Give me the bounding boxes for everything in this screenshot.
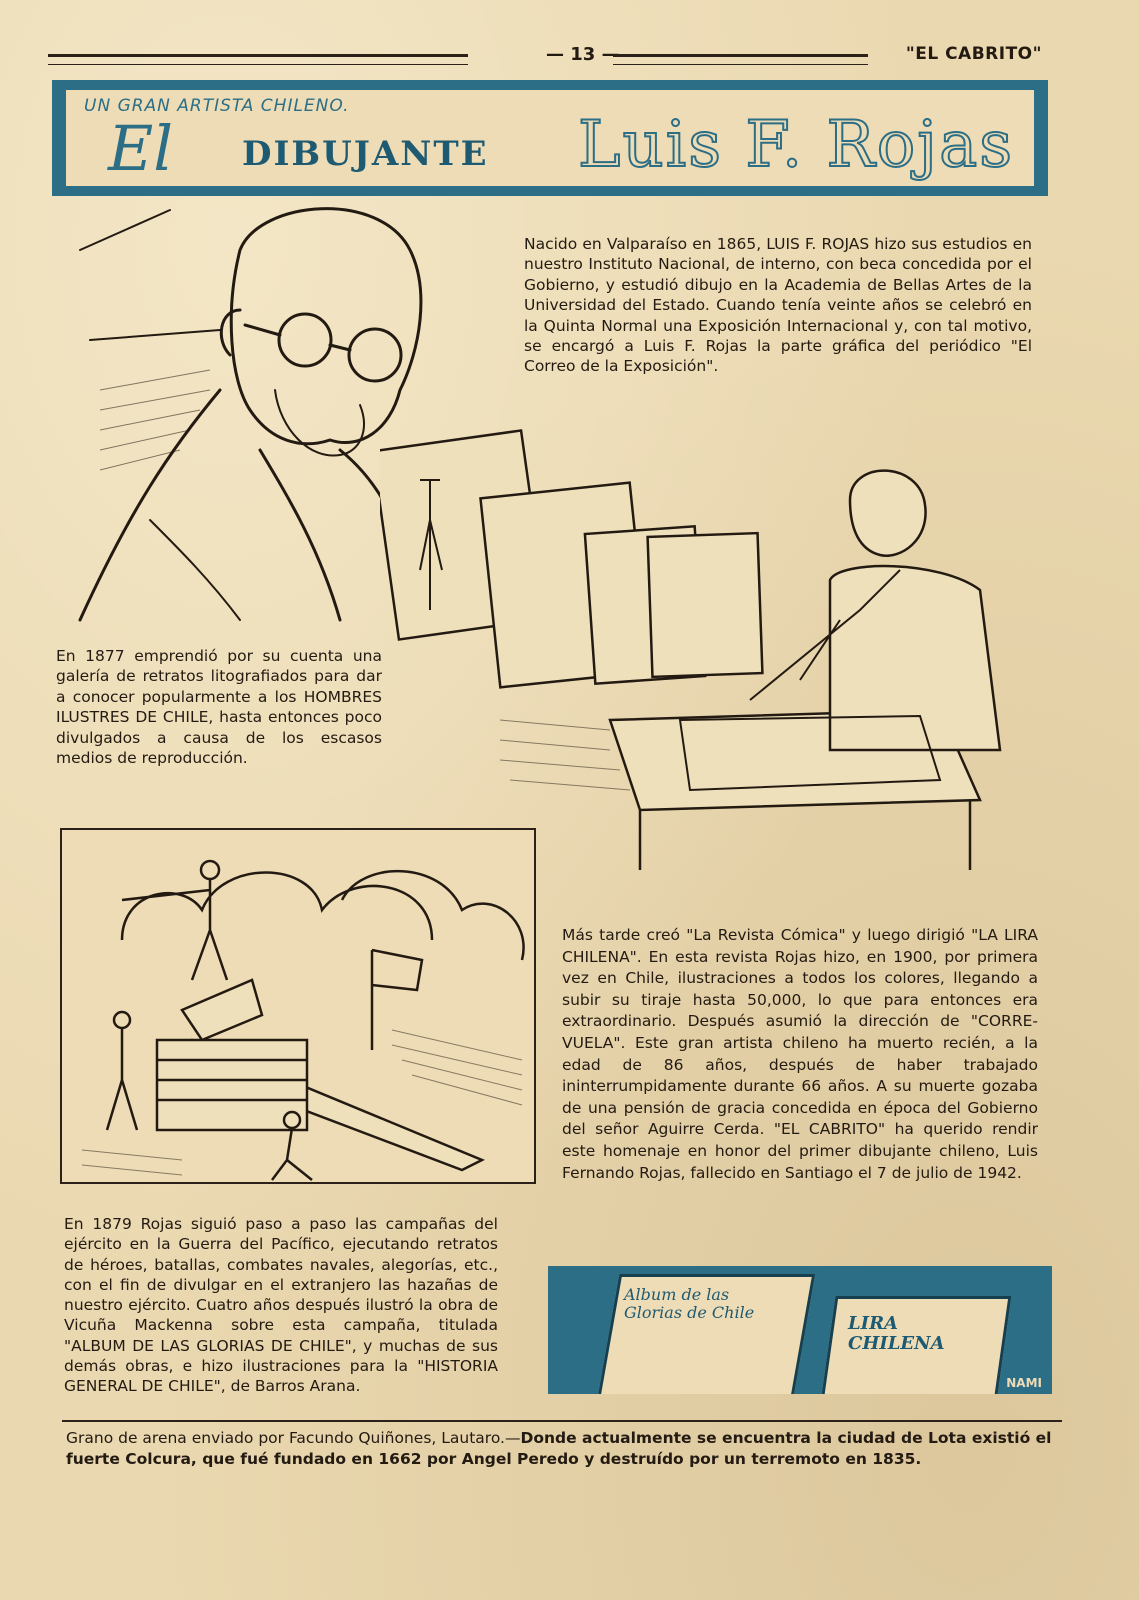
title-article: El <box>108 112 174 185</box>
title-name: Luis F. Rojas <box>578 108 1015 182</box>
header-rule-right <box>613 54 868 65</box>
title-banner-inner <box>66 90 1034 186</box>
footnote-lead: Grano de arena enviado por Facundo Quiñones, Lautaro.— <box>66 1429 521 1447</box>
album-book-title: Album de las Glorias de Chile <box>624 1285 755 1322</box>
paragraph-1879: En 1879 Rojas siguió paso a paso las campañas del ejército en la Guerra del Pacífico, ejecutando retratos de héroes, batallas, combates navales, alegorías, etc., con el fin de divulgar en el extranjero las hazañas de nuestro ejército. Cuatro años después ilustró la obra de Vicuña Mackenna sobre esta campaña, titulada "ALBUM DE LAS GLORIAS DE CHILE", y muchas de sus demás obras, e hizo ilustraciones para la "HISTORIA GENERAL DE CHILE", de Barros Arana. <box>64 1215 498 1396</box>
title-dibujante: DIBUJANTE <box>242 134 489 174</box>
footnote <box>66 1428 1056 1470</box>
books-panel <box>548 1266 1052 1394</box>
page-number: — 13 — <box>546 44 620 65</box>
banner-kicker: UN GRAN ARTISTA CHILENO. <box>84 96 350 116</box>
intro-paragraph: Nacido en Valparaíso en 1865, LUIS F. ROJAS hizo sus estudios en nuestro Instituto Nacional, de interno, con beca concedida por el Gobierno, y estudió dibujo en la Academia de Bellas Artes de la Universidad del Estado. Cuando tenía veinte años se celebró en la Quinta Normal una Exposición Internacional y, con tal motivo, se encargó a Luis F. Rojas la parte gráfica del periódico "El Correo de la Exposición". <box>524 235 1032 376</box>
running-header <box>48 44 1048 74</box>
paragraph-later-career: Más tarde creó "La Revista Cómica" y luego dirigió "LA LIRA CHILENA". En esta revista Rojas hizo, en 1900, por primera vez en Chile, ilustraciones a todos los colores, llegando a subir su tiraje hasta 50,000, lo que para entonces era extraordinario. Después asumió la dirección de "CORRE-VUELA". Este gran artista chileno ha muerto recién, a la edad de 86 años, después de haber trabajado ininterrumpidamente durante 66 años. A su muerte gozaba de una pensión de gracia concedida en época del Gobierno del señor Aguirre Cerda. "EL CABRITO" ha querido rendir este homenaje en honor del primer dibujante chileno, Luis Fernando Rojas, fallecido en Santiago el 7 de julio de 1942. <box>562 926 1038 1182</box>
artist-at-desk-illustration <box>380 420 1040 870</box>
footnote-rule <box>62 1420 1062 1422</box>
magazine-title: "EL CABRITO" <box>905 44 1042 64</box>
footnote-body: Donde actualmente se encuentra la ciudad de Lota existió el fuerte Colcura, que fué fundado en 1662 por Angel Peredo y destruído por un terremoto en 1835. <box>66 1429 1052 1468</box>
battle-scene-frame <box>60 828 536 1184</box>
title-banner <box>52 80 1048 196</box>
artist-signature: NAMI <box>1006 1376 1042 1390</box>
paragraph-1877: En 1877 emprendió por su cuenta una galería de retratos litografiados para dar a conocer popularmente a los HOMBRES ILUSTRES DE CHILE, hasta entonces poco divulgados a causa de los escasos medios de reproducción. <box>56 647 382 768</box>
header-rule-left <box>48 54 468 65</box>
lira-book-title: LIRA CHILENA <box>848 1313 945 1354</box>
battle-scene-illustration <box>62 830 534 1182</box>
